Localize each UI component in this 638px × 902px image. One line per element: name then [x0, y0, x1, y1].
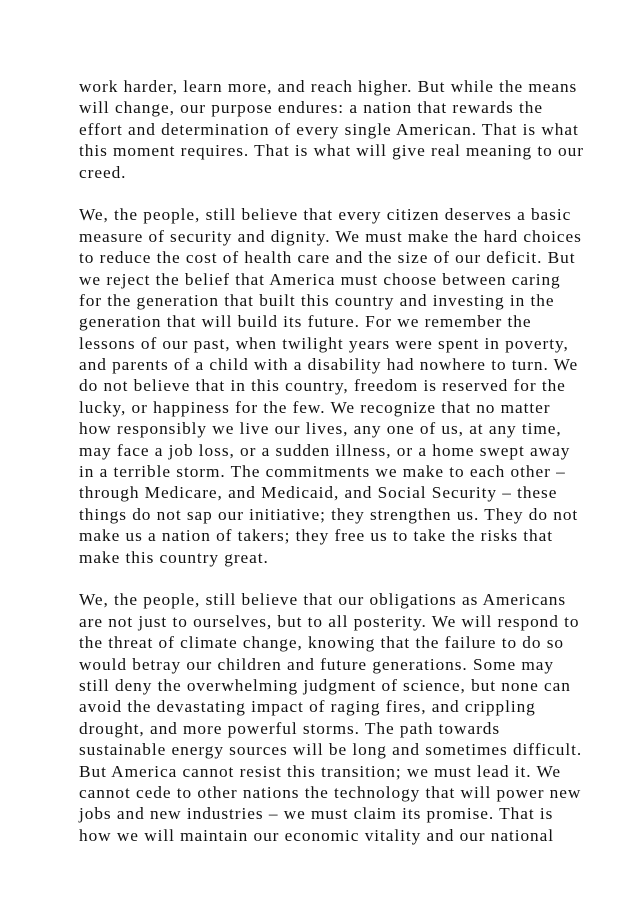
text-line: creed.: [79, 162, 127, 182]
text-line: through Medicare, and Medicaid, and Social Security – these: [79, 483, 558, 503]
text-line: how we will maintain our economic vitality and our national: [79, 825, 555, 845]
text-line: will change, our purpose endures: a nation that rewards the: [79, 98, 543, 118]
paragraph-3: [79, 589, 599, 846]
text-line: We, the people, still believe that every citizen deserves a basic: [79, 205, 572, 225]
text-line: the threat of climate change, knowing that the failure to do so: [79, 633, 565, 653]
text-line: and parents of a child with a disability had nowhere to turn. We: [79, 355, 579, 375]
paragraph-2: [79, 204, 599, 568]
text-line: this moment requires. That is what will give real meaning to our: [79, 141, 584, 161]
text-line: make this country great.: [79, 547, 269, 567]
text-line: effort and determination of every single American. That is what: [79, 119, 579, 139]
text-line: do not believe that in this country, freedom is reserved for the: [79, 376, 566, 396]
text-line: for the generation that built this country and investing in the: [79, 290, 555, 310]
text-line: things do not sap our initiative; they strengthen us. They do not: [79, 504, 579, 524]
text-line: we reject the belief that America must choose between caring: [79, 269, 561, 289]
text-line: make us a nation of takers; they free us to take the risks that: [79, 526, 553, 546]
document-body: [79, 76, 599, 867]
text-line: may face a job loss, or a sudden illness, or a home swept away: [79, 440, 571, 460]
text-line: are not just to ourselves, but to all posterity. We will respond to: [79, 611, 580, 631]
text-line: measure of security and dignity. We must make the hard choices: [79, 226, 582, 246]
text-line: avoid the devastating impact of raging fires, and crippling: [79, 697, 536, 717]
text-line: to reduce the cost of health care and the size of our deficit. But: [79, 248, 576, 268]
text-line: still deny the overwhelming judgment of science, but none can: [79, 675, 571, 695]
text-line: lessons of our past, when twilight years were spent in poverty,: [79, 333, 569, 353]
text-line: sustainable energy sources will be long and sometimes difficult.: [79, 740, 583, 760]
paragraph-1: [79, 76, 599, 183]
text-line: work harder, learn more, and reach higher. But while the means: [79, 77, 578, 96]
text-line: But America cannot resist this transition; we must lead it. We: [79, 761, 561, 781]
text-line: cannot cede to other nations the technology that will power new: [79, 782, 582, 802]
text-line: lucky, or happiness for the few. We recognize that no matter: [79, 397, 551, 417]
text-line: how responsibly we live our lives, any one of us, at any time,: [79, 419, 562, 439]
text-line: jobs and new industries – we must claim its promise. That is: [79, 804, 554, 824]
text-line: generation that will build its future. For we remember the: [79, 312, 532, 332]
text-line: would betray our children and future generations. Some may: [79, 654, 555, 674]
text-line: drought, and more powerful storms. The path towards: [79, 718, 501, 738]
text-line: We, the people, still believe that our obligations as Americans: [79, 590, 567, 610]
text-line: in a terrible storm. The commitments we make to each other –: [79, 462, 566, 482]
